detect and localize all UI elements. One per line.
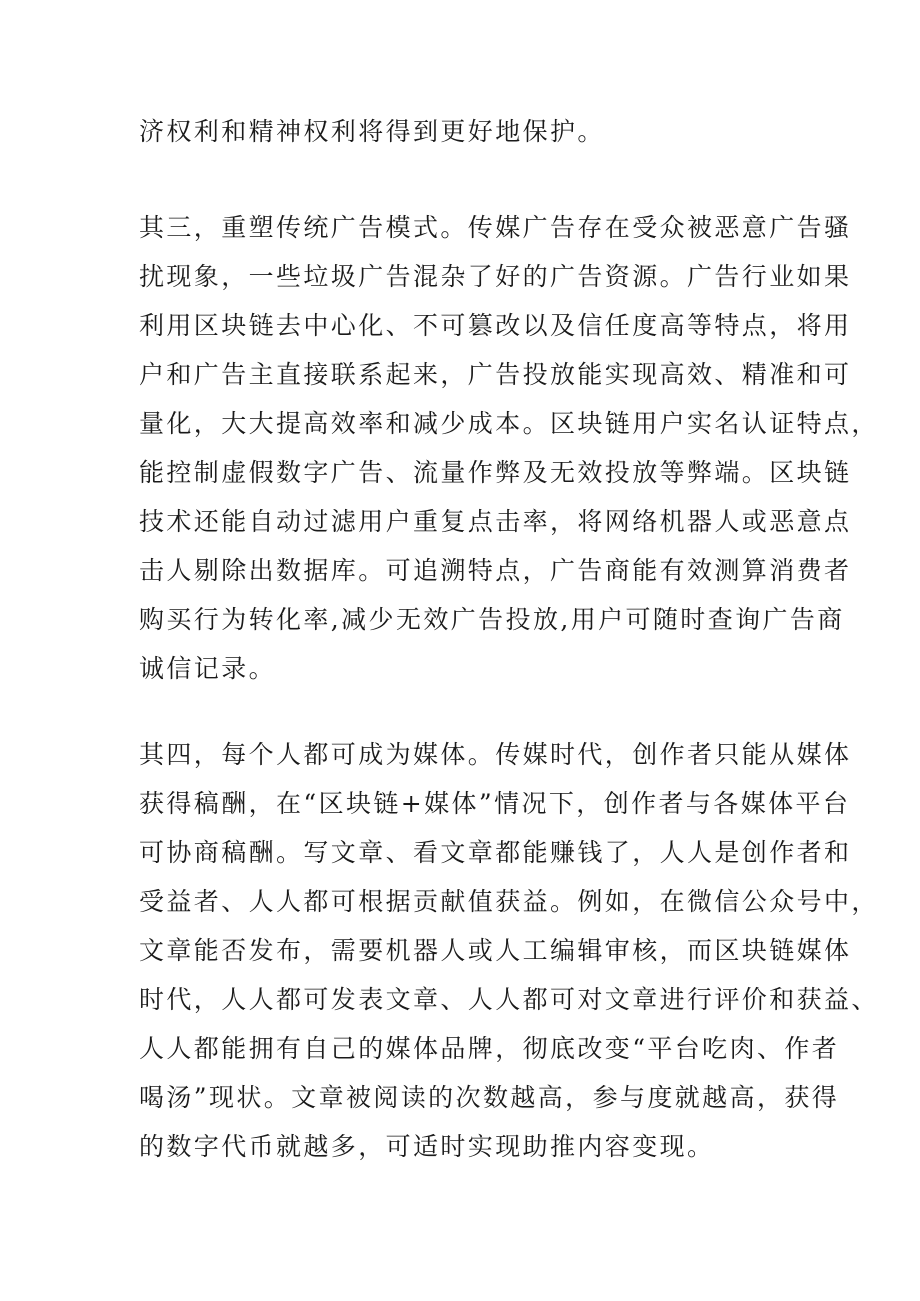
- paragraph-2-line-8: 击人剔除出数据库。可追溯特点，广告商能有效测算消费者: [139, 556, 852, 585]
- paragraph-1-line-1: 济权利和精神权利将得到更好地保护。: [139, 117, 605, 146]
- paragraph-3-line-2: 获得稿酬，在“区块链+媒体”情况下，创作者与各媒体平台: [139, 789, 851, 818]
- paragraph-2-line-3: 利用区块链去中心化、不可篡改以及信任度高等特点，将用: [139, 311, 852, 340]
- paragraph-3-line-7: 人人都能拥有自己的媒体品牌，彻底改变“平台吃肉、作者: [139, 1034, 840, 1063]
- paragraph-3-line-1: 其四，每个人都可成为媒体。传媒时代，创作者只能从媒体: [139, 740, 852, 769]
- paragraph-2-line-2: 扰现象，一些垃圾广告混杂了好的广告资源。广告行业如果: [139, 262, 852, 291]
- paragraph-3-line-8: 喝汤”现状。文章被阅读的次数越高，参与度就越高，获得: [139, 1083, 840, 1112]
- paragraph-2-line-9: 购买行为转化率,减少无效广告投放,用户可随时查询广告商: [139, 605, 845, 634]
- paragraph-3-line-6: 时代，人人都可发表文章、人人都可对文章进行评价和获益、: [139, 985, 879, 1014]
- paragraph-3-line-5: 文章能否发布，需要机器人或人工编辑审核，而区块链媒体: [139, 936, 852, 965]
- paragraph-2-line-6: 能控制虚假数字广告、流量作弊及无效投放等弊端。区块链: [139, 458, 852, 487]
- paragraph-2-line-1: 其三，重塑传统广告模式。传媒广告存在受众被恶意广告骚: [139, 213, 852, 242]
- paragraph-2-line-7: 技术还能自动过滤用户重复点击率，将网络机器人或恶意点: [139, 507, 852, 536]
- paragraph-2-line-10: 诚信记录。: [139, 654, 277, 683]
- paragraph-3-line-3: 可协商稿酬。写文章、看文章都能赚钱了，人人是创作者和: [139, 838, 852, 867]
- paragraph-2-line-5: 量化，大大提高效率和减少成本。区块链用户实名认证特点，: [139, 409, 879, 438]
- paragraph-2-line-4: 户和广告主直接联系起来，广告投放能实现高效、精准和可: [139, 360, 852, 389]
- paragraph-3-line-9: 的数字代币就越多，可适时实现助推内容变现。: [139, 1132, 715, 1161]
- paragraph-3-line-4: 受益者、人人都可根据贡献值获益。例如，在微信公众号中，: [139, 887, 879, 916]
